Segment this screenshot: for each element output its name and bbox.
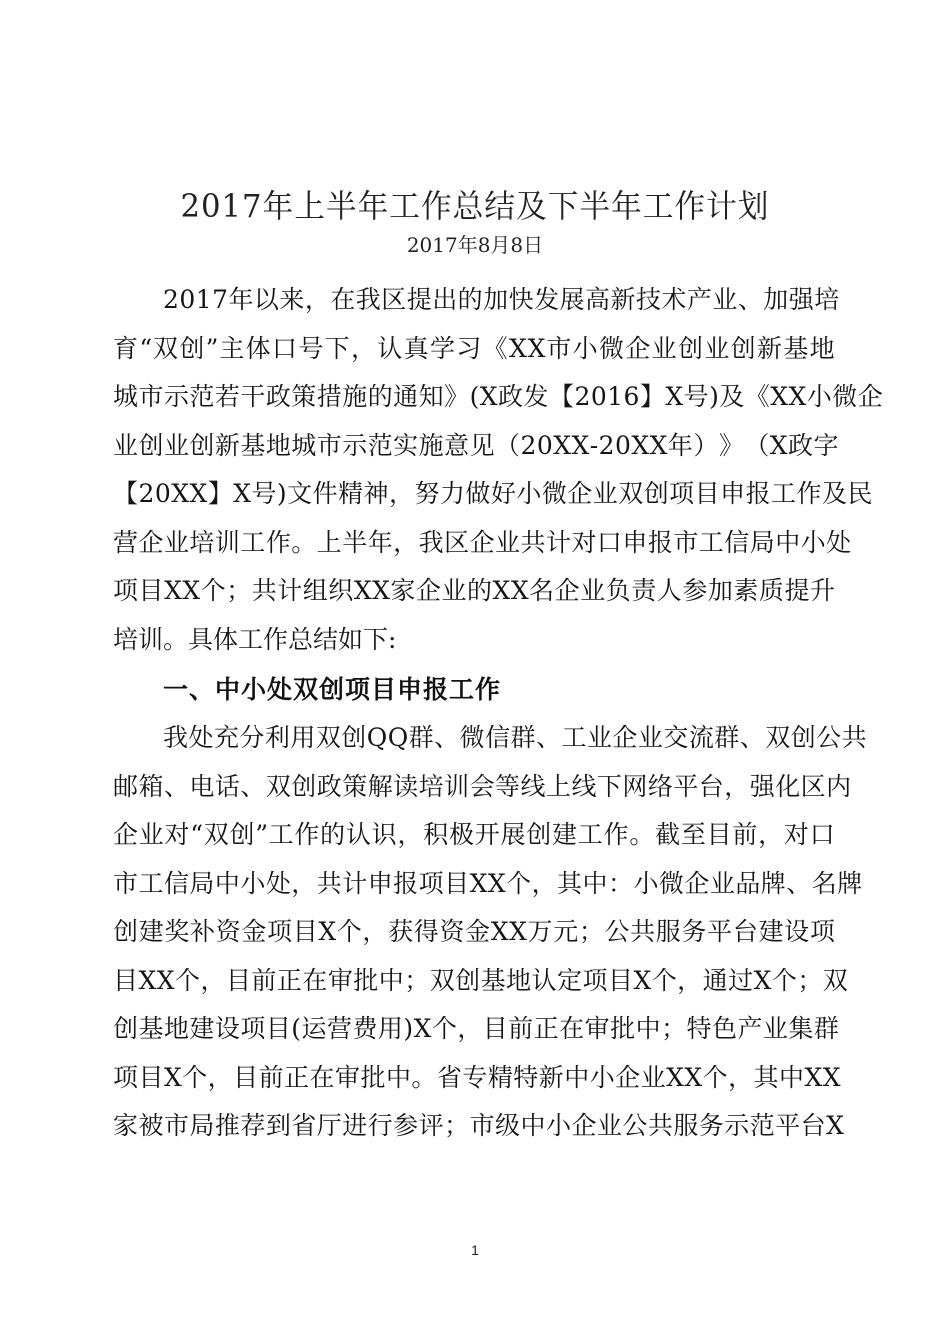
paragraph-line: 目 X X 个 ， 目 前 正 在 审 批 中 ； 双 创 基 地 认 定 项 目 X 个 ， 通 过 X 个 ； 双 bbox=[113, 966, 848, 995]
paragraph-line: 育 “ 双 创 ” 主 体 口 号 下 ， 认 真 学 习 《 X X 市 小 微 企 业 创 业 创 新 基 地 bbox=[113, 334, 835, 363]
paragraph-line: 项 目 X 个 ， 目 前 正 在 审 批 中 。 省 专 精 特 新 中 小 企 业 X X 个 ， 其 中 X X bbox=[113, 1063, 841, 1092]
page-number: 1 bbox=[471, 1242, 479, 1258]
paragraph-line: 我 处 充 分 利 用 双 创 Q Q 群 、 微 信 群 、 工 业 企 业 交 流 群 、 双 创 公 共 bbox=[163, 723, 867, 752]
paragraph-line: 业 创 业 创 新 基 地 城 市 示 范 实 施 意 见 （ 2 0 X X - 2 0 X X 年 ） 》 （ X 政 字 bbox=[113, 431, 839, 460]
paragraph-line: 创 基 地 建 设 项 目 ( 运 营 费 用 ) X 个 ， 目 前 正 在 审 批 中 ； 特 色 产 业 集 群 bbox=[113, 1014, 839, 1043]
paragraph-line: 2 0 1 7 年 以 来 ， 在 我 区 提 出 的 加 快 发 展 高 新 技 术 产 业 、 加 强 培 bbox=[163, 285, 840, 314]
paragraph-line: 城 市 示 范 若 干 政 策 措 施 的 通 知 》 ( X 政 发 【 2 0 1 6 】 X 号 ) 及 《 X X 小 微 企 bbox=[113, 382, 883, 411]
paragraph-line: 项 目 X X 个 ； 共 计 组 织 X X 家 企 业 的 X X 名 企 业 负 责 人 参 加 素 质 提 升 bbox=[113, 576, 835, 605]
paragraph-line: 创 建 奖 补 资 金 项 目 X 个 ， 获 得 资 金 X X 万 元 ； 公 共 服 务 平 台 建 设 项 bbox=[113, 917, 835, 946]
paragraph-line: 【 2 0 X X 】 X 号 ) 文 件 精 神 ， 努 力 做 好 小 微 企 业 双 创 项 目 申 报 工 作 及 民 bbox=[113, 479, 873, 508]
paragraph-line: 培训。具体工作总结如下: bbox=[113, 625, 397, 654]
paragraph-line: 家 被 市 局 推 荐 到 省 厅 进 行 参 评 ； 市 级 中 小 企 业 公 共 服 务 示 范 平 台 X bbox=[113, 1111, 844, 1140]
document-date: 2017年8月8日 bbox=[406, 233, 544, 257]
paragraph-line: 企 业 对 “ 双 创 ” 工 作 的 认 识 ， 积 极 开 展 创 建 工 作 。 截 至 目 前 ， 对 口 bbox=[113, 820, 835, 849]
section-heading: 一、中小处双创项目申报工作 bbox=[163, 675, 502, 704]
document-title: 2017年上半年工作总结及下半年工作计划 bbox=[180, 187, 770, 225]
paragraph-line: 营 企 业 培 训 工 作 。 上 半 年 ， 我 区 企 业 共 计 对 口 申 报 市 工 信 局 中 小 处 bbox=[113, 528, 852, 557]
paragraph-line: 邮 箱 、 电 话 、 双 创 政 策 解 读 培 训 会 等 线 上 线 下 网 络 平 台 ， 强 化 区 内 bbox=[113, 772, 852, 801]
paragraph-line: 市 工 信 局 中 小 处 ， 共 计 申 报 项 目 X X 个 ， 其 中 ： 小 微 企 业 品 牌 、 名 牌 bbox=[113, 869, 863, 898]
